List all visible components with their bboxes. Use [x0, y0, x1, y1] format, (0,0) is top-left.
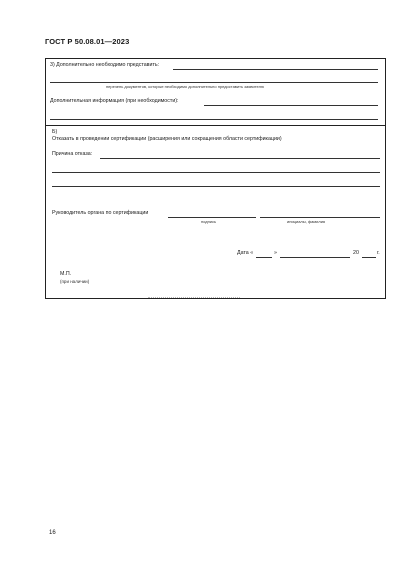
- initials-hint: инициалы, фамилия: [287, 219, 326, 224]
- date-quote: »: [274, 250, 277, 256]
- signature-hint: подпись: [201, 219, 217, 224]
- additional-info-line-2: [50, 119, 378, 120]
- section-separator: [45, 125, 386, 126]
- form-frame: [45, 58, 386, 299]
- item3-label: 3) Дополнительно необходимо представить:: [50, 62, 160, 68]
- stamp-label: М.П.: [60, 271, 72, 277]
- date-suffix: г.: [377, 250, 380, 256]
- refusal-reason-line-3: [52, 186, 380, 187]
- signature-line: [168, 217, 256, 218]
- page-number: 16: [49, 530, 56, 536]
- date-month-line: [280, 257, 350, 258]
- head-label: Руководитель органа по сертификации: [52, 210, 149, 216]
- stamp-hint: (при наличии): [60, 279, 90, 284]
- section-b-title: Отказать в проведении сертификации (расширения или сокращения области сертификации): [52, 136, 282, 142]
- refusal-reason-line-2: [52, 172, 380, 173]
- additional-info-label: Дополнительная информация (при необходимости):: [50, 98, 179, 104]
- date-year: 20: [353, 250, 359, 256]
- date-label: Дата «: [237, 250, 254, 256]
- initials-line: [260, 217, 380, 218]
- item3-line-2: [50, 82, 378, 83]
- document-header: ГОСТ Р 50.08.01—2023: [45, 37, 130, 46]
- additional-info-line: [204, 105, 378, 106]
- date-day-line: [256, 257, 272, 258]
- refusal-reason-line: [100, 158, 380, 159]
- item3-hint: перечень документов, которые необходимо дополнительно предоставить заявителю: [106, 84, 264, 89]
- scan-artifact: [148, 297, 240, 298]
- section-b-number: Б): [52, 129, 58, 135]
- refusal-reason-label: Причина отказа:: [52, 151, 93, 157]
- date-year-line: [362, 257, 376, 258]
- item3-line: [173, 69, 378, 70]
